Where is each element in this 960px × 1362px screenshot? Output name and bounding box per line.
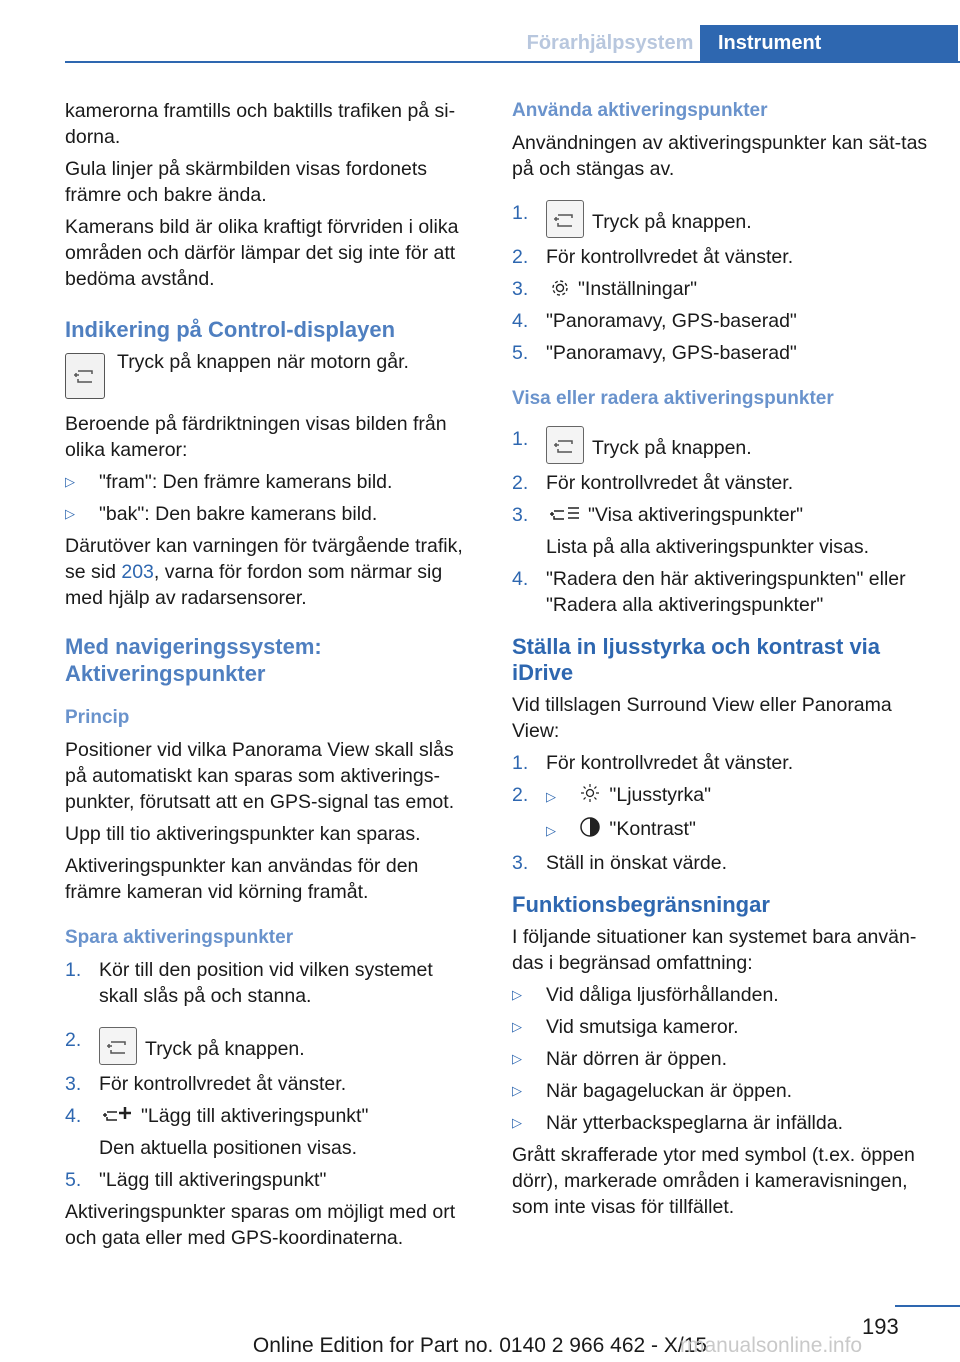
paragraph: Därutöver kan varningen för tvärgående trafik, se sid 203, varna för fordon som närmar sig med hjälp av radarsensorer. — [65, 535, 463, 609]
heading-navigation: Med navigeringssystem: Aktiveringspunkter — [65, 634, 322, 686]
header-tabs — [520, 25, 958, 62]
list-item: ▷ Vid dåliga ljusförhållanden. — [512, 984, 779, 1006]
triangle-bullet-icon: ▷ — [512, 1083, 522, 1098]
visa-step-list-cont — [512, 566, 930, 618]
page-number: 193 — [862, 1314, 899, 1339]
list-item: 1. Kör till den position vid vilken systemet skall slås på och stanna. — [65, 959, 433, 1007]
list-item: ▷ "bak": Den bakre kamerans bild. — [65, 503, 378, 525]
list-item: 5. "Panoramavy, GPS-baserad" — [512, 342, 797, 364]
list-item: 1. Tryck på knappen. — [512, 200, 930, 238]
header-rule — [65, 61, 960, 63]
list-item: ▷ Vid smutsiga kameror. — [512, 1016, 739, 1038]
footer-rule — [895, 1305, 960, 1307]
visa-step-list — [512, 426, 930, 528]
list-item: 2. För kontrollvredet åt vänster. — [512, 246, 794, 268]
contrast-icon — [579, 816, 601, 838]
contrast-line: ▷ "Kontrast" — [546, 818, 696, 840]
list-item: 2. ▷ "Ljusstyrka" ▷ "Kontrast" — [512, 782, 930, 844]
ljus-step-list — [512, 750, 930, 876]
paragraph: Användningen av aktiveringspunkter kan sät-tas på och stängas av. — [512, 132, 928, 180]
list-item: 3. "Inställningar" — [512, 278, 697, 300]
list-item: 1. För kontrollvredet åt vänster. — [512, 752, 794, 774]
heading-princip: Princip — [65, 707, 130, 728]
right-column — [512, 98, 930, 1226]
list-item: 4. "Lägg till aktiveringspunkt" — [65, 1105, 369, 1127]
paragraph: Beroende på färdriktningen visas bilden från olika kameror: — [65, 413, 447, 461]
paragraph: I följande situationer kan systemet bara använ-das i begränsad omfattning: — [512, 926, 917, 974]
paragraph: Aktiveringspunkter kan användas för den främre kameran vid körning framåt. — [65, 855, 419, 903]
anvanda-step-list — [512, 200, 930, 366]
heading-control-display: Indikering på Control-displayen — [65, 317, 396, 342]
heading-spara: Spara aktiveringspunkter — [65, 927, 294, 948]
watermark: rmanualsonline.info — [680, 1334, 863, 1357]
tab-forarhjalpsystem[interactable]: Förarhjälpsystem — [526, 32, 694, 54]
paragraph: Kamerans bild är olika kraftigt förvriden i olika områden och därför lämpar det sig inte för att bedöma avstånd. — [65, 216, 459, 290]
left-column — [65, 98, 475, 1257]
heading-visa: Visa eller radera aktiveringspunkter — [512, 388, 834, 409]
triangle-bullet-icon: ▷ — [546, 789, 556, 804]
list-item: 3. För kontrollvredet åt vänster. — [65, 1073, 347, 1095]
triangle-bullet-icon: ▷ — [546, 823, 556, 838]
list-item: 2. För kontrollvredet åt vänster. — [512, 472, 794, 494]
triangle-bullet-icon: ▷ — [512, 1115, 522, 1130]
step-subtext: Den aktuella positionen visas. — [99, 1137, 357, 1159]
camera-button-icon — [546, 426, 584, 464]
heading-function-limits: Funktionsbegränsningar — [512, 892, 770, 917]
list-item: 1. Tryck på knappen. — [512, 426, 930, 464]
paragraph: Vid tillslagen Surround View eller Panorama View: — [512, 694, 892, 742]
heading-anvanda: Använda aktiveringspunkter — [512, 100, 768, 121]
triangle-bullet-icon: ▷ — [65, 474, 75, 489]
triangle-bullet-icon: ▷ — [512, 987, 522, 1002]
paragraph: Upp till tio aktiveringspunkter kan sparas. — [65, 823, 421, 845]
triangle-bullet-icon: ▷ — [512, 1019, 522, 1034]
list-activation-points-icon — [550, 504, 580, 524]
spara-step-list — [65, 957, 475, 1129]
paragraph: kamerorna framtills och baktills trafiken på si-dorna. — [65, 100, 456, 148]
list-item: 3. "Visa aktiveringspunkter" — [512, 504, 804, 526]
camera-button-icon — [99, 1027, 137, 1065]
paragraph: Aktiveringspunkter sparas om möjligt med ort och gata eller med GPS-koordinaterna. — [65, 1201, 456, 1249]
triangle-bullet-icon: ▷ — [65, 506, 75, 521]
camera-button-icon — [65, 353, 105, 399]
step-subtext: Lista på alla aktiveringspunkter visas. — [546, 536, 869, 558]
heading-brightness-contrast: Ställa in ljusstyrka och kontrast via iDrive — [512, 634, 881, 685]
list-item: 4. "Radera den här aktiveringspunkten" eller "Radera alla aktiveringspunkter" — [512, 568, 906, 616]
list-item: 5. "Lägg till aktiveringspunkt" — [65, 1169, 327, 1191]
tab-instrument[interactable]: Instrument — [700, 25, 958, 62]
list-item: 3. Ställ in önskat värde. — [512, 852, 728, 874]
page-link[interactable]: 203 — [121, 561, 154, 583]
list-item: 4. "Panoramavy, GPS-baserad" — [512, 310, 797, 332]
brightness-icon — [579, 782, 601, 804]
list-item: ▷ När dörren är öppen. — [512, 1048, 728, 1070]
paragraph: Gula linjer på skärmbilden visas fordonets främre och bakre ända. — [65, 158, 428, 206]
paragraph: Positioner vid vilka Panorama View skall slås på automatiskt kan sparas som aktiverings-punkter, förutsatt att en GPS-signal tas emot. — [65, 739, 455, 813]
edition-text: Online Edition for Part no. 0140 2 966 462 - X/15 — [252, 1334, 708, 1357]
camera-bullet-list — [65, 469, 475, 527]
paragraph: Grått skrafferade ytor med symbol (t.ex. öppen dörr), markerade områden i kameravisningen, som inte visas för tillfället. — [512, 1144, 915, 1218]
camera-button-icon — [546, 200, 584, 238]
control-display-row — [65, 349, 475, 399]
add-activation-point-icon — [103, 1105, 133, 1125]
list-item: ▷ När ytterbackspeglarna är infällda. — [512, 1112, 843, 1134]
list-item: 2. Tryck på knappen. — [65, 1027, 475, 1065]
spara-step-list-cont — [65, 1167, 475, 1193]
gear-icon — [550, 278, 570, 298]
function-limits-list — [512, 982, 930, 1136]
control-text: Tryck på knappen när motorn går. — [117, 351, 409, 373]
list-item: ▷ När bagageluckan är öppen. — [512, 1080, 793, 1102]
triangle-bullet-icon: ▷ — [512, 1051, 522, 1066]
list-item: ▷ "fram": Den främre kamerans bild. — [65, 471, 393, 493]
